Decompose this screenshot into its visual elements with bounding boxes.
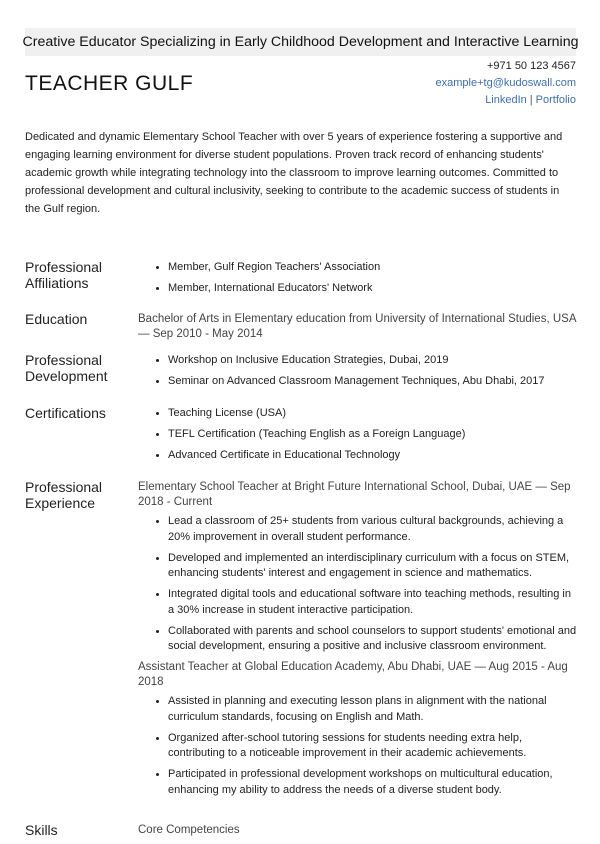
section-heading: Professional Experience <box>25 479 103 511</box>
job-bullets <box>138 694 577 798</box>
email-link[interactable]: example+tg@kudoswall.com <box>435 77 576 89</box>
affiliations-list <box>138 260 577 297</box>
skills-subheading: Core Competencies <box>138 824 240 836</box>
list-item: • Participated in professional development workshops on multicultural education, enhancing my ability to address the needs of a diverse student body. <box>168 767 577 798</box>
section-heading: Skills <box>25 822 58 838</box>
list-item: • Integrated digital tools and educational software into teaching methods, resulting in a 30% increase in student interactive participation. <box>168 587 577 618</box>
tagline-banner <box>22 28 579 56</box>
section-heading: Certifications <box>25 405 106 421</box>
section-heading: Professional Affiliations <box>25 259 103 291</box>
list-item: • Workshop on Inclusive Education Strategies, Dubai, 2019 <box>168 353 577 369</box>
list-item: • Seminar on Advanced Classroom Management Techniques, Abu Dhabi, 2017 <box>168 374 577 390</box>
list-item: • Member, International Educators' Network <box>168 281 577 297</box>
job-title: Elementary School Teacher at Bright Future International School, Dubai, UAE — Sep 2018 - Current <box>138 481 571 508</box>
phone-number: +971 50 123 4567 <box>486 60 576 72</box>
profile-summary: Dedicated and dynamic Elementary School Teacher with over 5 years of experience fostering a supportive and engaging learning environment for diverse student populations. Proven track record of enhancing students' academic growth while integrating technology into the classroom to improve learning outcomes. Committed to professional development and cultural inclusivity, seeking to contribute to the academic success of students in the Gulf region. <box>25 131 563 215</box>
section-heading: Education <box>25 311 88 327</box>
list-item: • Organized after-school tutoring sessions for students needing extra help, contributing to a noticeable improvement in their academic achievements. <box>168 731 577 762</box>
linkedin-link[interactable]: LinkedIn <box>485 94 527 106</box>
link-separator: | <box>529 94 533 106</box>
list-item: • Member, Gulf Region Teachers' Association <box>168 260 577 276</box>
list-item: • Assisted in planning and executing lesson plans in alignment with the national curriculum standards, focusing on English and Math. <box>168 694 577 725</box>
job-title: Assistant Teacher at Global Education Academy, Abu Dhabi, UAE — Aug 2015 - Aug 2018 <box>138 661 568 688</box>
job-bullets <box>138 514 577 655</box>
contact-block <box>436 58 576 109</box>
list-item: • Collaborated with parents and school counselors to support students' emotional and social development, ensuring a positive and inclusive classroom environment. <box>168 624 577 655</box>
development-list <box>138 353 577 390</box>
list-item: • Advanced Certificate in Educational Technology <box>168 448 577 464</box>
education-entry: Bachelor of Arts in Elementary education from University of International Studies, USA — Sep 2010 - May 2014 <box>138 313 576 340</box>
list-item: • Developed and implemented an interdisciplinary curriculum with a focus on STEM, enhancing students' interest and engagement in science and mathematics. <box>168 551 577 582</box>
tagline: Creative Educator Specializing in Early Childhood Development and Interactive Learning <box>22 34 579 50</box>
list-item: • Teaching License (USA) <box>168 406 577 422</box>
list-item: • Lead a classroom of 25+ students from various cultural backgrounds, achieving a 20% improvement in overall student performance. <box>168 514 577 545</box>
portfolio-link[interactable]: Portfolio <box>535 94 576 106</box>
section-heading: Professional Development <box>25 352 108 384</box>
list-item: • TEFL Certification (Teaching English as a Foreign Language) <box>168 427 577 443</box>
certifications-list <box>138 406 577 464</box>
candidate-name: TEACHER GULF <box>25 72 194 95</box>
